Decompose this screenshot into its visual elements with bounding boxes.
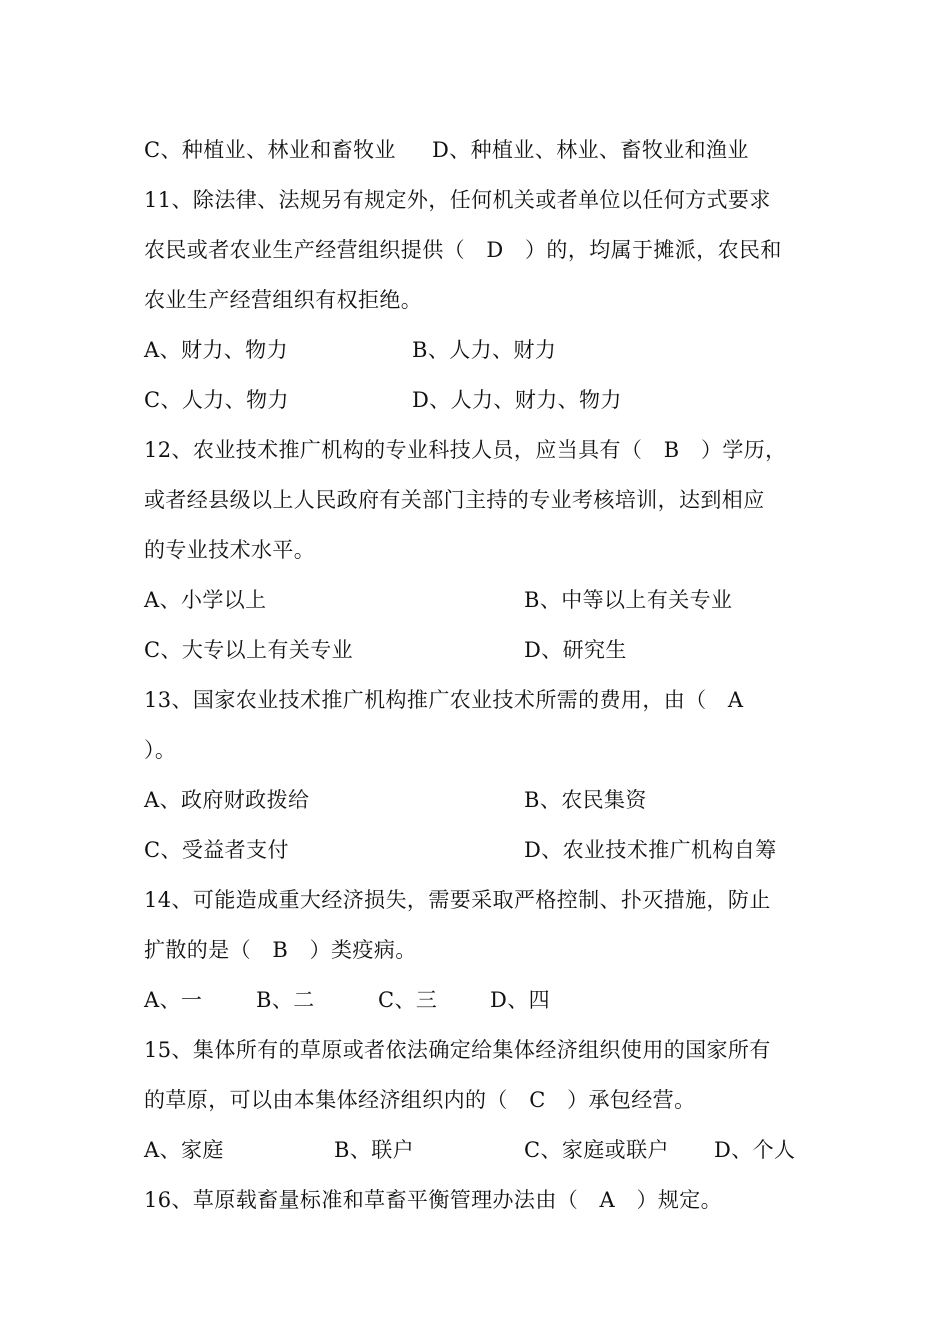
option-b: B、农民集资 [524,788,647,812]
option-a: A、家庭 [144,1138,224,1162]
option-a: A、小学以上 [144,588,267,612]
option-a: A、政府财政拨给 [144,788,310,812]
option-c: C、三 [378,988,438,1012]
option-b: B、中等以上有关专业 [524,588,733,612]
question-11-line-1: 11、除法律、法规另有规定外，任何机关或者单位以任何方式要求 [144,188,771,212]
question-14-line-1: 14、可能造成重大经济损失，需要采取严格控制、扑灭措施，防止 [144,888,771,912]
question-16-line-1: 16、草原载畜量标准和草畜平衡管理办法由（ A ）规定。 [144,1188,723,1212]
option-a: A、财力、物力 [144,338,288,362]
option-d: D、种植业、林业、畜牧业和渔业 [432,138,749,162]
option-c: C、大专以上有关专业 [144,638,354,662]
option-c: C、人力、物力 [144,388,289,412]
option-d: D、个人 [714,1138,796,1162]
option-d: D、农业技术推广机构自筹 [524,838,777,862]
option-c: C、家庭或联户 [524,1138,669,1162]
question-13-line-1: 13、国家农业技术推广机构推广农业技术所需的费用，由（ A [144,688,744,712]
option-b: B、二 [256,988,315,1012]
question-14-line-2: 扩散的是（ B ）类疫病。 [144,938,417,962]
option-c: C、受益者支付 [144,838,289,862]
question-11-line-3: 农业生产经营组织有权拒绝。 [144,288,423,312]
question-11-line-2: 农民或者农业生产经营组织提供（ D ）的，均属于摊派，农民和 [144,238,782,262]
question-12-line-3: 的专业技术水平。 [144,538,316,562]
question-13-line-2: ）。 [144,738,177,762]
question-12-line-1: 12、农业技术推广机构的专业科技人员，应当具有（ B ）学历， [144,438,787,462]
option-d: D、四 [490,988,551,1012]
question-15-line-2: 的草原，可以由本集体经济组织内的（ C ）承包经营。 [144,1088,696,1112]
question-12-line-2: 或者经县级以上人民政府有关部门主持的专业考核培训，达到相应 [144,488,765,512]
option-c: C、种植业、林业和畜牧业 [144,138,396,162]
question-15-line-1: 15、集体所有的草原或者依法确定给集体经济组织使用的国家所有 [144,1038,771,1062]
option-d: D、研究生 [524,638,627,662]
option-d: D、人力、财力、物力 [412,388,622,412]
option-b: B、人力、财力 [412,338,557,362]
option-b: B、联户 [334,1138,415,1162]
option-a: A、一 [144,988,203,1012]
